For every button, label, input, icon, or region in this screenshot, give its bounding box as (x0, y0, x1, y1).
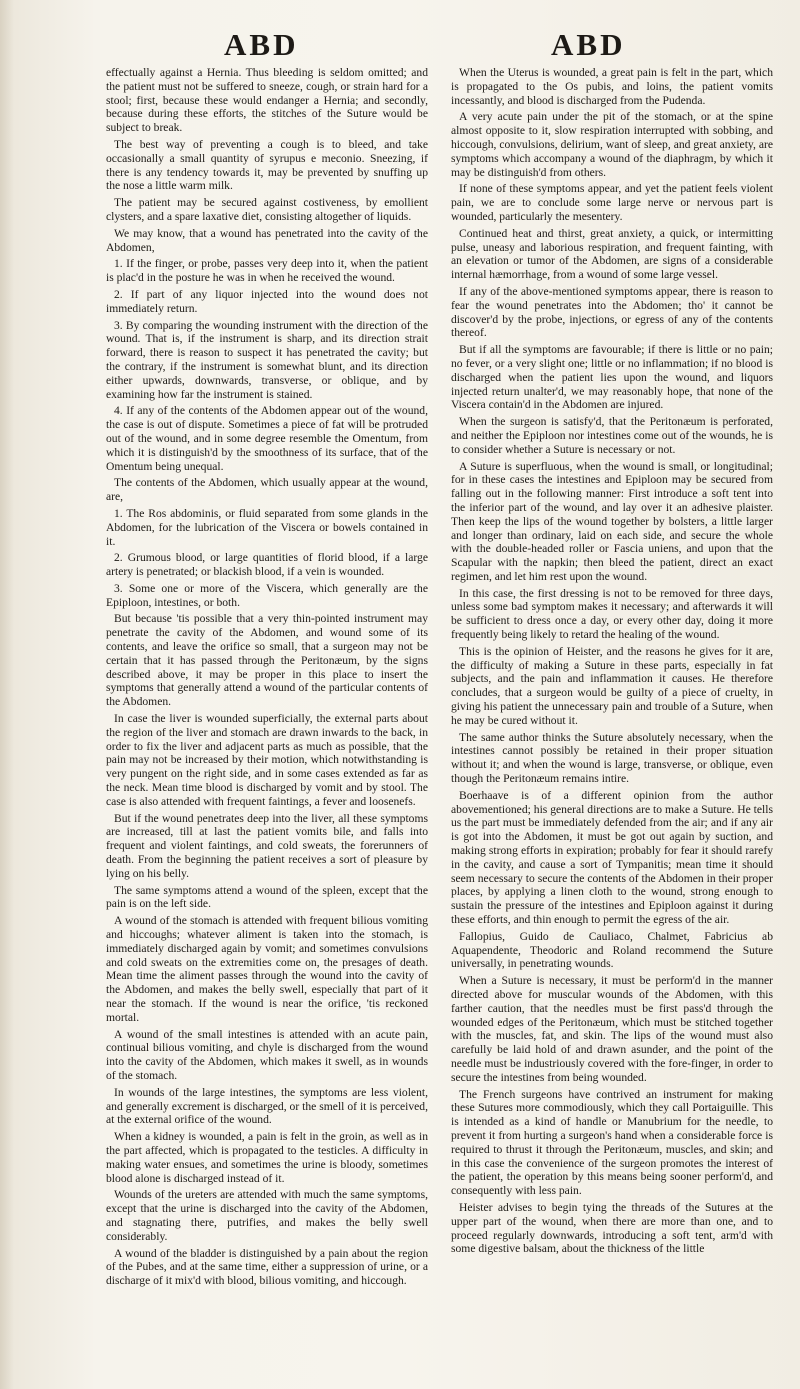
paragraph: When a Suture is necessary, it must be perform'd in the manner directed above for muscular wounds of the Abdomen, with this farther caution, that the needles must be first pass'd through the wounded edges of the Peritonæum, which must be stitched together with the muscles, fat, and skin. The lips of the wound must also carefully be laid hold of and drawn asunder, and the point of the needle must be industriously covered with the fore-finger, in order to secure the intestines from being wounded. (451, 974, 773, 1084)
paragraph: A wound of the stomach is attended with frequent bilious vomiting and hiccoughs; whatever aliment is taken into the stomach, is immediately discharged again by vomit; and sometimes convulsions and cold sweats on the extremities come on, the presages of death. Mean time the aliment passes through the wound into the cavity of the Abdomen, and makes the belly swell, especially that part of it near the stomach. If the wound is near the orifice, 'tis reckoned mortal. (106, 914, 428, 1024)
paragraph: When a kidney is wounded, a pain is felt in the groin, as well as in the part affected, which is propagated to the testicles. A difficulty in making water ensues, and sometimes the urine is bloody, sometimes blood alone is discharged instead of it. (106, 1130, 428, 1185)
paragraph: A wound of the bladder is distinguished by a pain about the region of the Pubes, and at the same time, either a suppression of urine, or a discharge of it mix'd with blood, bilious vomiting, and hiccough. (106, 1246, 428, 1288)
paragraph: Fallopius, Guido de Cauliaco, Chalmet, Fabricius ab Aquapendente, Theodoric and Roland recommend the Suture universally, in penetrating wounds. (451, 929, 773, 971)
paragraph: 3. Some one or more of the Viscera, which generally are the Epiploon, intestines, or both. (106, 581, 428, 609)
paragraph: If any of the above-mentioned symptoms appear, there is reason to fear the wound penetrates into the Abdomen; tho' it cannot be discover'd by the probe, injections, or egress of any of the contents thereof. (451, 284, 773, 340)
paragraph: 2. If part of any liquor injected into the wound does not immediately return. (106, 287, 428, 315)
paragraph: But if all the symptoms are favourable; if there is little or no pain; no fever, or a very slight one; little or no inflammation; if no blood is discharged when the patient lies upon the wound, and liquors injected return unalter'd, we may reasonably hope, that none of the Viscera contain'd in the Abdomen are injured. (451, 343, 773, 412)
paragraph: When the surgeon is satisfy'd, that the Peritonæum is perforated, and neither the Epiploon nor intestines come out of the wounds, he is to consider whether a Suture is necessary or not. (451, 415, 773, 456)
paragraph: The contents of the Abdomen, which usually appear at the wound, are, (106, 476, 428, 504)
paragraph: A wound of the small intestines is attended with an acute pain, continual bilious vomiting, and chyle is discharged from the wound into the cavity of the Abdomen, which makes it swell, as in wounds of the stomach. (106, 1027, 428, 1082)
paragraph: effectually against a Hernia. Thus bleeding is seldom omitted; and the patient must not be suffered to sneeze, cough, or strain hard for a stool; first, because these would endanger a Hernia; and secondly, because during these efforts, the stitches of the Suture would be subject to break. (106, 66, 428, 135)
paragraph: The French surgeons have contrived an instrument for making these Sutures more commodiously, which they call Portaiguille. This is intended as a kind of handle or Manubrium for the needle, to prevent it from hurting a surgeon's hand when a considerable force is required to thrust it through the Peritonæum, muscles, and skin; and in this case the convenience of the surgeon promotes the interest of the patient, the operation by this means being sooner perform'd, and consequently with less pain. (451, 1087, 773, 1198)
paragraph: If none of these symptoms appear, and yet the patient feels violent pain, we are to conclude some large nerve or nervous part is wounded, particularly the mesentery. (451, 182, 773, 223)
paragraph: 3. By comparing the wounding instrument with the direction of the wound. That is, if the instrument is sharp, and its direction strait forward, there is reason to suspect it has penetrated the cavity; but the contrary, if the instrument is somewhat blunt, and its direction either upwards, downwards, transverse, or oblique, and by examining how far the instrument is stained. (106, 318, 428, 401)
paragraph: We may know, that a wound has penetrated into the cavity of the Abdomen, (106, 226, 428, 254)
paragraph: A Suture is superfluous, when the wound is small, or longitudinal; for in these cases the intestines and Epiploon may be secured from falling out in the following manner: First introduce a soft tent into the inferior part of the wound, and lay over it an adhesive plaister. Then keep the lips of the wound together by bolsters, a little larger and longer than ordinary, laid on each side, and secure the whole with the double-headed roller or Fascia uniens, and upon that the Scapular with the napkin; then bleed the patient, direct an exact regimen, and let him rest upon the wound. (451, 459, 773, 583)
paragraph: 1. If the finger, or probe, passes very deep into it, when the patient is plac'd in the posture he was in when he received the wound. (106, 257, 428, 285)
paragraph: But because 'tis possible that a very thin-pointed instrument may penetrate the cavity of the Abdomen, and wound some of its contents, and leave the orifice so small, that a surgeon may not be certain that it has passed through the Peritonæum, by the signs described above, it may be proper in this place to insert the symptoms that generally attend a wound of the particular contents of the Abdomen. (106, 612, 428, 709)
paragraph: Heister advises to begin tying the threads of the Sutures at the upper part of the wound, when there are more than one, and to proceed regularly downwards, introducing a soft tent, arm'd with some digestive balsam, about the thickness of the little (451, 1200, 773, 1256)
text-column-right (451, 66, 773, 1382)
binding-gutter (0, 0, 14, 1389)
paragraph: In wounds of the large intestines, the symptoms are less violent, and generally excrement is discharged, or the smell of it is perceived, at the external orifice of the wound. (106, 1085, 428, 1127)
paragraph: 1. The Ros abdominis, or fluid separated from some glands in the Abdomen, for the lubrication of the Viscera or bowels contained in it. (106, 506, 428, 548)
paragraph: In this case, the first dressing is not to be removed for three days, unless some bad symptom makes it necessary; and afterwards it will be sufficient to dress once a day, or every other day, doing it more frequently being likely to retard the healing of the wound. (451, 586, 773, 642)
running-head-right: ABD (551, 27, 626, 62)
paragraph: This is the opinion of Heister, and the reasons he gives for it are, the difficulty of making a Suture in these parts, especially in fat subjects, and the pain and inflammation it causes. He therefore concludes, that a surgeon would be guilty of a piece of cruelty, in giving his patient the unnecessary pain and trouble of a Suture, when he may be cured without it. (451, 644, 773, 727)
paragraph: The best way of preventing a cough is to bleed, and take occasionally a small quantity of syrupus e meconio. Sneezing, if there is any tendency towards it, may be prevented by snuffing up the nose a little warm milk. (106, 137, 428, 193)
paragraph: Wounds of the ureters are attended with much the same symptoms, except that the urine is discharged into the cavity of the Abdomen, and stagnating there, putrifies, and makes the belly swell considerably. (106, 1188, 428, 1243)
running-head-left: ABD (224, 27, 299, 62)
text-column-left (106, 66, 428, 1382)
paragraph: When the Uterus is wounded, a great pain is felt in the part, which is propagated to the Os pubis, and loins, the patient vomits incessantly, and blood is discharged from the Pudenda. (451, 66, 773, 107)
paragraph: In case the liver is wounded superficially, the external parts about the region of the liver and stomach are drawn inwards to the back, in order to fix the liver and adjacent parts as much as possible, that the pain may not be increased by their motion, which notwithstanding is very pungent on the right side, and in some cases extended as far as the neck. Mean time blood is discharged by vomit and by stool. The case is also attended with frequent faintings, a fever and loosenefs. (106, 712, 428, 808)
paragraph: The patient may be secured against costiveness, by emollient clysters, and a spare laxative diet, consisting altogether of liquids. (106, 196, 428, 223)
paragraph: A very acute pain under the pit of the stomach, or at the spine almost opposite to it, slow respiration interrupted with sobbing, and hiccough, convulsions, delirium, want of sleep, and great anxiety, are symptoms which accompany a wound of the diaphragm, by which it may be distinguish'd from others. (451, 110, 773, 179)
paragraph: 4. If any of the contents of the Abdomen appear out of the wound, the case is out of dispute. Sometimes a piece of fat will be protruded out of the wound, and in some degree resemble the Omentum, from which it is distinguish'd by the smoothness of its surface, that of the Omentum being unequal. (106, 404, 428, 473)
paragraph: But if the wound penetrates deep into the liver, all these symptoms are increased, till at last the patient vomits bile, and falls into frequent and violent faintings, and cold sweats, the forerunners of death. From the beginning the patient receives a sort of pleasure by lying on his belly. (106, 811, 428, 880)
paragraph: Boerhaave is of a different opinion from the author abovementioned; his general directions are to make a Suture. He tells us the part must be immediately defended from the air; and if any air is got into the Abdomen, it must be got out again by suction, and making strong efforts in expiration; probably for fear it should rarefy in the cavity, and cause a sort of Tympanitis; mean time it should seem necessary to secure the contents of the Abdomen in their proper places, by applying a linen cloth to the wound, strong enough to sustain the pressure of the intestines and Epiploon against it during these efforts, and thin enough to permit the egress of the air. (451, 788, 773, 927)
paragraph: The same author thinks the Suture absolutely necessary, when the intestines cannot possibly be retained in their proper situation without it; and when the wound is large, transverse, or oblique, even though the Peritonæum remains intire. (451, 730, 773, 786)
paragraph: 2. Grumous blood, or large quantities of florid blood, if a large artery is penetrated; or blackish blood, if a vein is wounded. (106, 551, 428, 579)
paragraph: Continued heat and thirst, great anxiety, a quick, or intermitting pulse, uneasy and laborious respiration, and frequent fainting, with an elevation or tumor of the Abdomen, are signs of a considerable internal hæmorrhage, from a wound of some large vessel. (451, 226, 773, 282)
paragraph: The same symptoms attend a wound of the spleen, except that the pain is on the left side. (106, 883, 428, 911)
